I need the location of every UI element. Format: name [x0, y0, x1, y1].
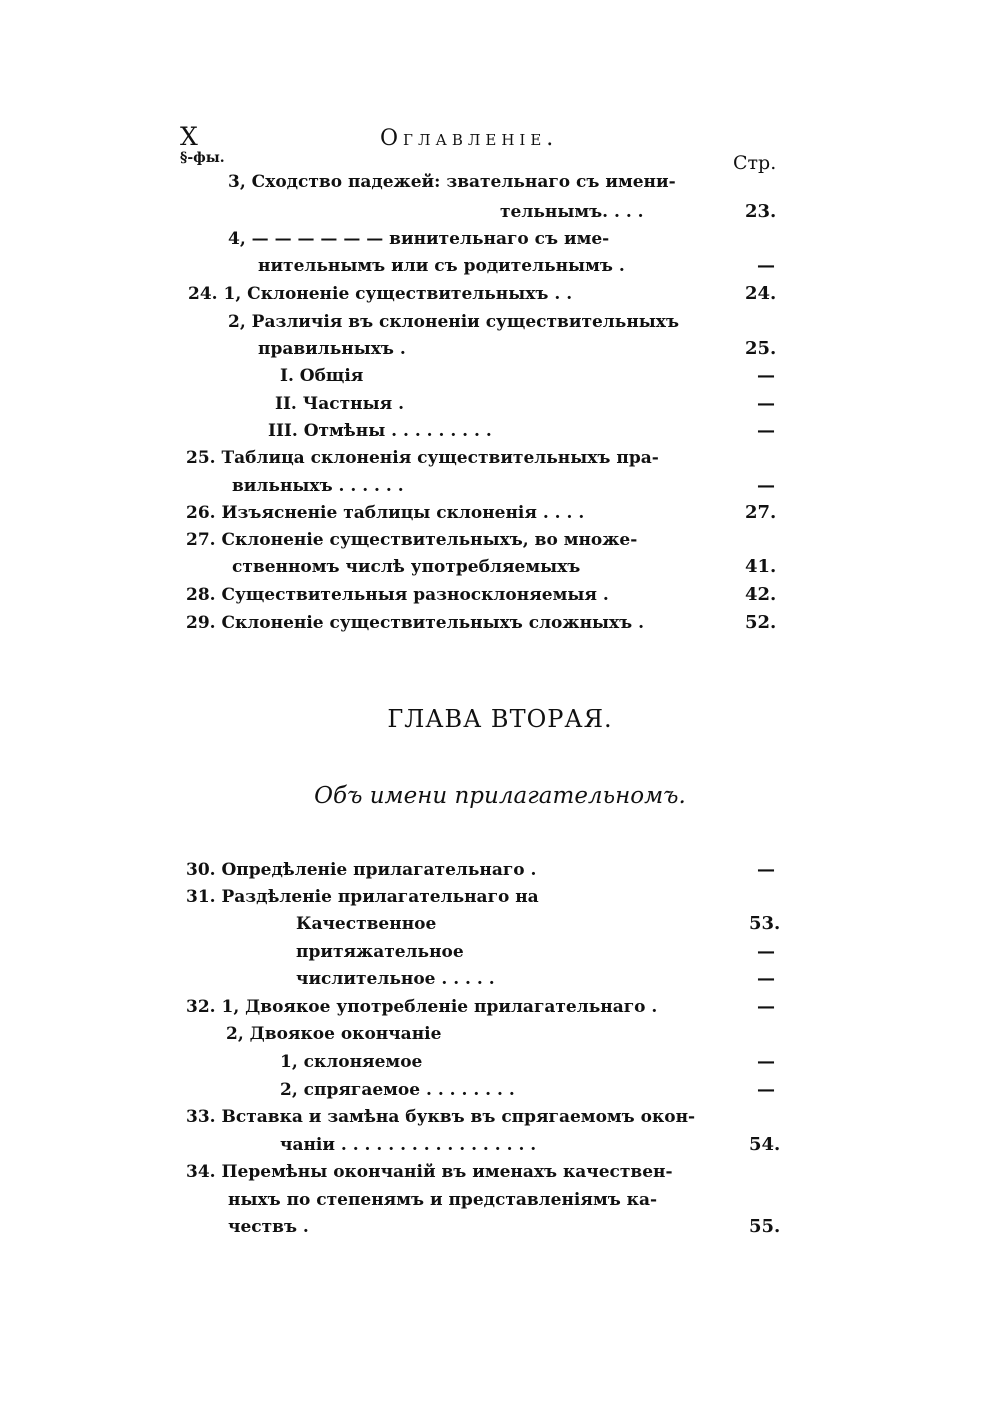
toc-entry: III. Отмѣны . . . . . . . . . [268, 421, 492, 441]
page-numeral: X [180, 122, 198, 151]
toc-entry: 29. Склоненіе существительныхъ сложныхъ . [186, 613, 645, 633]
toc-page: — [757, 996, 775, 1017]
toc-entry: правильныхъ . [258, 339, 406, 359]
toc-entry: 26. Изъясненіе таблицы склоненія . . . . [186, 503, 585, 523]
toc-page: 52. [745, 612, 777, 633]
toc-page: 55. [749, 1216, 781, 1237]
toc-entry: 33. Вставка и замѣна буквъ въ спрягаемомъ окон- [186, 1107, 696, 1127]
toc-page: — [757, 475, 775, 496]
toc-entry: 31. Раздѣленіе прилагательнаго на [186, 887, 539, 907]
toc-entry: притяжательное [296, 942, 464, 962]
toc-entry: 34. Перемѣны окончаній въ именахъ качествен- [186, 1162, 673, 1182]
toc-entry: 4, — — — — — — винительнаго съ име- [228, 229, 610, 249]
toc-page: — [757, 968, 775, 989]
toc-entry: 25. Таблица склоненія существительныхъ пра- [186, 448, 659, 468]
toc-entry: 32. 1, Двоякое употребленіе прилагательнаго . [186, 997, 658, 1017]
toc-entry: чествъ . [228, 1217, 309, 1237]
toc-page: 27. [745, 502, 777, 523]
toc-entry: ныхъ по степенямъ и представленіямъ ка- [228, 1190, 658, 1210]
toc-page: — [757, 859, 775, 880]
toc-entry: 24. 1, Склоненіе существительныхъ . . [188, 284, 573, 304]
section-column-label: §-фы. [180, 150, 225, 166]
toc-page: 41. [745, 556, 777, 577]
toc-entry: чаніи . . . . . . . . . . . . . . . . . [280, 1135, 537, 1155]
chapter-subtitle: Объ имени прилагательномъ. [314, 783, 686, 809]
toc-entry: числительное . . . . . [296, 969, 495, 989]
toc-page: — [757, 255, 775, 276]
chapter-title: ГЛАВА ВТОРАЯ. [387, 705, 613, 733]
toc-page: 24. [745, 283, 777, 304]
toc-page: — [757, 1051, 775, 1072]
toc-entry: 30. Опредѣленіе прилагательнаго . [186, 860, 537, 880]
toc-entry: 3, Сходство падежей: звательнаго съ имени- [228, 172, 676, 192]
toc-entry: I. Общія [280, 366, 364, 386]
toc-page: 53. [749, 913, 781, 934]
toc-page: — [757, 365, 775, 386]
toc-entry: 1, склоняемое [280, 1052, 423, 1072]
toc-page: — [757, 1079, 775, 1100]
page-column-label: Стр. [733, 152, 777, 174]
toc-entry: 2, Различія въ склоненіи существительныхъ [228, 312, 679, 332]
toc-page: 42. [745, 584, 777, 605]
toc-entry: Качественное [296, 914, 437, 934]
toc-entry: тельнымъ. . . . [500, 202, 644, 222]
toc-page: 54. [749, 1134, 781, 1155]
toc-entry: 2, спрягаемое . . . . . . . . [280, 1080, 515, 1100]
page-title: Оглавленіе. [380, 126, 559, 151]
toc-page: — [757, 420, 775, 441]
toc-entry: 28. Существительныя разносклоняемыя . [186, 585, 609, 605]
toc-page: — [757, 941, 775, 962]
toc-entry: 2, Двоякое окончаніе [226, 1024, 442, 1044]
toc-page: — [757, 393, 775, 414]
toc-page: 25. [745, 338, 777, 359]
toc-entry: вильныхъ . . . . . . [232, 476, 404, 496]
toc-entry: 27. Склоненіе существительныхъ, во множе- [186, 530, 638, 550]
toc-entry: II. Частныя . [275, 394, 405, 414]
toc-page: 23. [745, 201, 777, 222]
toc-entry: ственномъ числѣ употребляемыхъ [232, 557, 581, 577]
toc-entry: нительнымъ или съ родительнымъ . [258, 256, 625, 276]
